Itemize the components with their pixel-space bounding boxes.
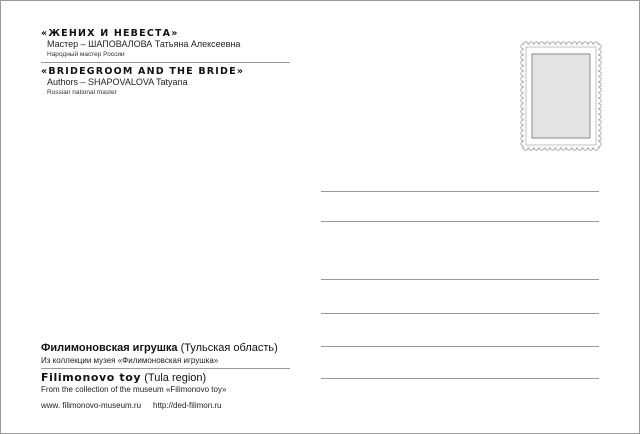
footer-divider	[41, 368, 290, 369]
address-line[interactable]	[321, 279, 599, 280]
stamp-placeholder-icon	[520, 41, 602, 151]
collection-russian: Из коллекции музея «Филимоновская игрушка»	[41, 356, 219, 365]
toy-region-russian: (Тульская область)	[177, 342, 278, 354]
collection-english: From the collection of the museum «Filimonovo toy»	[41, 385, 227, 394]
toy-name-russian	[41, 342, 278, 354]
address-line[interactable]	[321, 378, 599, 379]
address-line[interactable]	[321, 191, 599, 192]
toy-name-russian-main: Филимоновская игрушка	[41, 342, 178, 354]
author-russian: Мастер – ШАПОВАЛОВА Татьяна Алексеевна	[47, 39, 241, 49]
rank-english: Russian national master	[47, 89, 117, 96]
header-divider	[41, 62, 290, 63]
website-links	[41, 401, 222, 410]
rank-russian: Народный мастер России	[47, 51, 125, 58]
address-line[interactable]	[321, 221, 599, 222]
title-english: «BRIDEGROOM AND THE BRIDE»	[41, 66, 245, 77]
website-link-museum[interactable]: www. filimonovo-museum.ru	[41, 401, 142, 410]
toy-name-english	[41, 371, 206, 384]
address-line[interactable]	[321, 346, 599, 347]
title-russian: «ЖЕНИХ И НЕВЕСТА»	[41, 28, 179, 39]
website-link-ded-filimon[interactable]: http://ded-filimon.ru	[153, 401, 222, 410]
toy-region-english: (Tula region)	[141, 372, 207, 384]
author-english: Authors – SHAPOVALOVA Tatyana	[47, 77, 188, 87]
address-line[interactable]	[321, 313, 599, 314]
toy-name-english-main: Filimonovo toy	[41, 371, 142, 384]
